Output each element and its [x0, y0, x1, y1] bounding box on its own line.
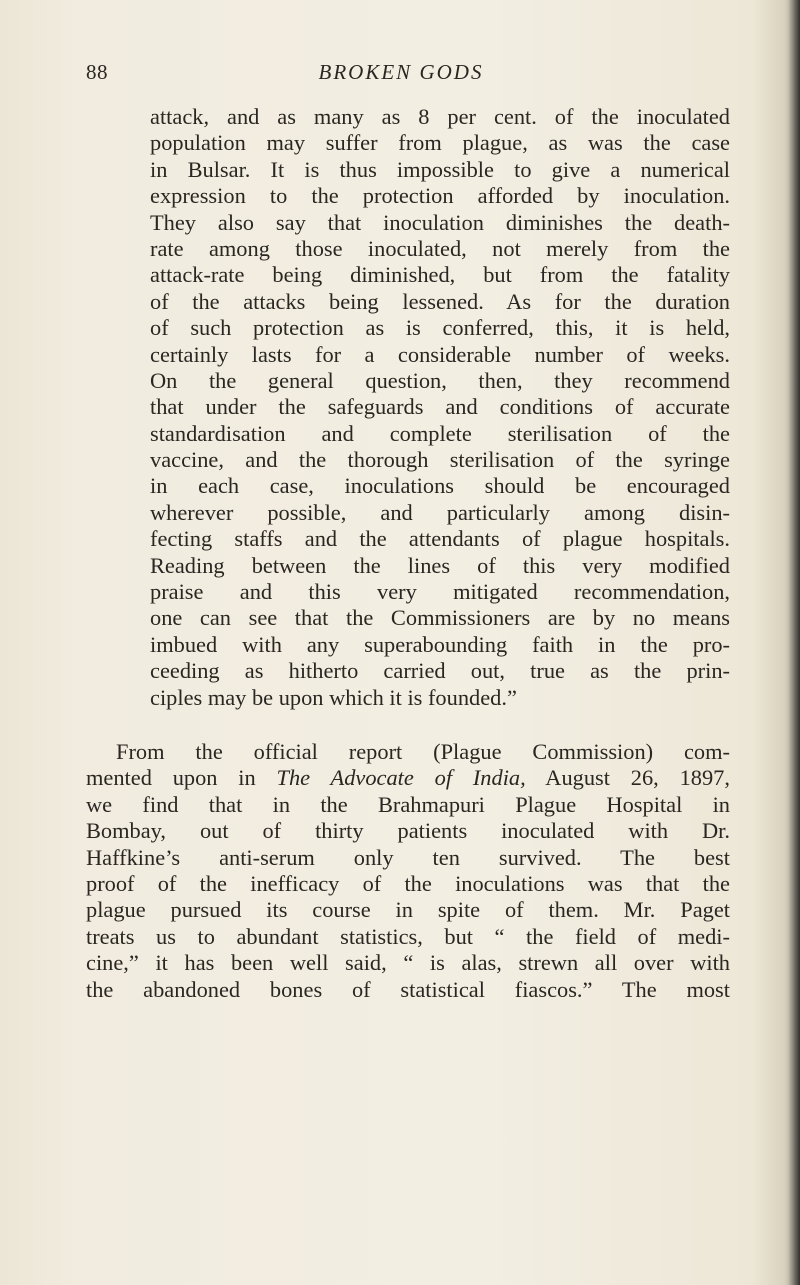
- text-line: in each case, inoculations should be encouraged: [150, 473, 730, 499]
- paragraph-continued: [150, 104, 730, 711]
- text-fragment: mented upon in: [86, 765, 277, 791]
- publication-title: The Advocate of India,: [276, 765, 526, 791]
- text-line: Haffkine’s anti-serum only ten survived. The best: [86, 844, 730, 870]
- text-line: They also say that inoculation diminishes the death-: [150, 209, 730, 235]
- text-line: attack-rate being diminished, but from the fatality: [150, 262, 730, 288]
- text-line: we find that in the Brahmapuri Plague Hospital in: [86, 791, 730, 817]
- text-line: of such protection as is conferred, this, it is held,: [150, 315, 730, 341]
- text-line: attack, and as many as 8 per cent. of the inoculated: [150, 104, 730, 129]
- text-line: standardisation and complete sterilisation of the: [150, 420, 730, 446]
- text-line: praise and this very mitigated recommendation,: [150, 579, 730, 605]
- running-title: BROKEN GODS: [318, 60, 484, 84]
- text-line-with-citation: [86, 765, 730, 791]
- text-line: rate among those inoculated, not merely from the: [150, 235, 730, 261]
- paragraph-gap: [150, 711, 730, 739]
- text-line: the abandoned bones of statistical fiascos.” The most: [86, 976, 730, 1002]
- paragraph-plague-commission: [86, 739, 730, 1003]
- text-fragment: August 26, 1897,: [525, 765, 730, 791]
- text-line: proof of the inefficacy of the inoculations was that the: [86, 870, 730, 896]
- text-line: of the attacks being lessened. As for the duration: [150, 288, 730, 314]
- text-line: vaccine, and the thorough sterilisation of the syringe: [150, 447, 730, 473]
- text-line: ciples may be upon which it is founded.”: [150, 684, 517, 710]
- text-line: On the general question, then, they recommend: [150, 367, 730, 393]
- text-line: Bombay, out of thirty patients inoculated with Dr.: [86, 818, 730, 844]
- text-line: that under the safeguards and conditions of accurate: [150, 394, 730, 420]
- text-line: plague pursued its course in spite of them. Mr. Paget: [86, 897, 730, 923]
- text-line: treats us to abundant statistics, but “ the field of medi-: [86, 923, 730, 949]
- text-line: fecting staffs and the attendants of plague hospitals.: [150, 526, 730, 552]
- text-line: one can see that the Commissioners are by no means: [150, 605, 730, 631]
- page-edge-shadow: [788, 0, 800, 1285]
- text-line: certainly lasts for a considerable number of weeks.: [150, 341, 730, 367]
- body-text: [86, 104, 730, 1003]
- text-line: population may suffer from plague, as was the case: [150, 130, 730, 156]
- text-line: wherever possible, and particularly among disin-: [150, 499, 730, 525]
- text-line: expression to the protection afforded by inoculation.: [150, 183, 730, 209]
- page-header: [86, 60, 716, 90]
- text-line: From the official report (Plague Commission) com-: [116, 738, 730, 764]
- text-line: ceeding as hitherto carried out, true as the prin-: [150, 658, 730, 684]
- text-line: cine,” it has been well said, “ is alas, strewn all over with: [86, 950, 730, 976]
- text-line: Reading between the lines of this very modified: [150, 552, 730, 578]
- text-line: in Bulsar. It is thus impossible to give a numerical: [150, 156, 730, 182]
- page-number: 88: [86, 60, 108, 84]
- text-line: imbued with any superabounding faith in the pro-: [150, 631, 730, 657]
